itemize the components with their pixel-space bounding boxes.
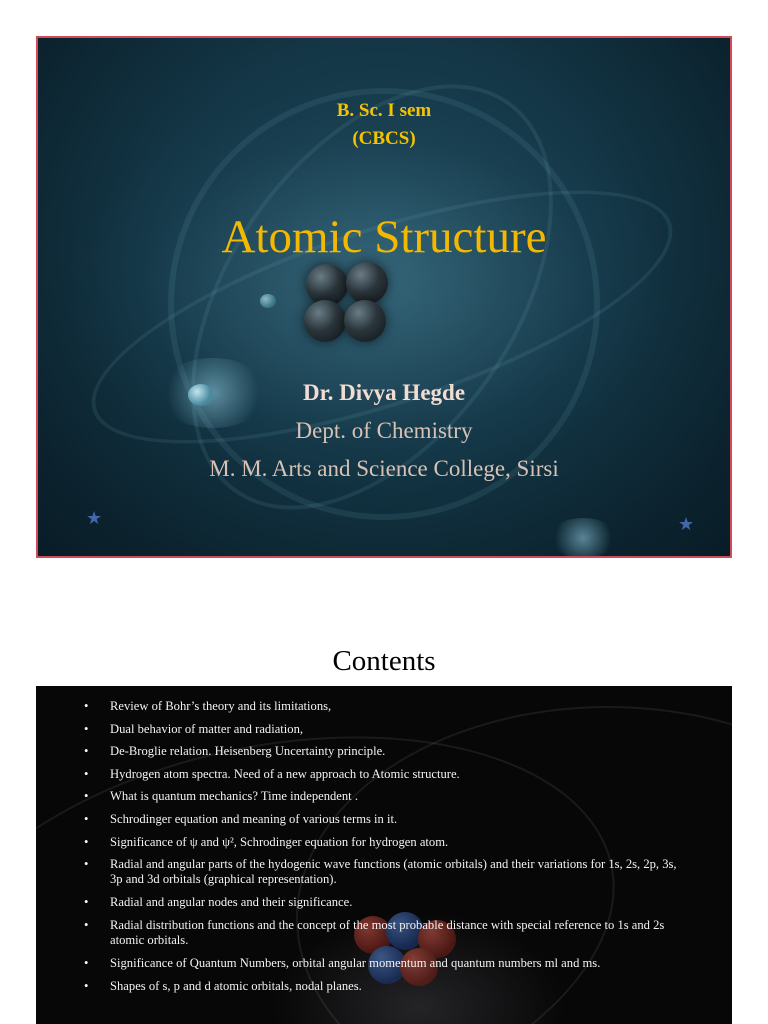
list-item: • Review of Bohr’s theory and its limitations, [76,699,692,714]
contents-heading: Contents [332,645,436,677]
electron-decoration [260,294,276,308]
list-item: • What is quantum mechanics? Time independent . [76,789,692,804]
nucleus-particle [346,262,388,304]
list-item: • Radial and angular nodes and their significance. [76,895,692,910]
college-name: M. M. Arts and Science College, Sirsi [209,456,559,481]
contents-slide [36,686,732,1024]
scheme-label: (CBCS) [352,128,416,149]
list-item: • Significance of Quantum Numbers, orbital angular momentum and quantum numbers ml and ms. [76,956,692,971]
list-item: • Dual behavior of matter and radiation, [76,722,692,737]
department-name: Dept. of Chemistry [295,418,473,443]
list-item: • Hydrogen atom spectra. Need of a new approach to Atomic structure. [76,767,692,782]
list-item: • De-Broglie relation. Heisenberg Uncertainty principle. [76,744,692,759]
electron-glow-decoration [548,518,618,558]
list-item: • Shapes of s, p and d atomic orbitals, nodal planes. [76,979,692,994]
list-item: • Schrodinger equation and meaning of various terms in it. [76,812,692,827]
nucleus-particle [304,300,346,342]
slide-title: Atomic Structure [221,211,547,263]
title-slide [36,36,732,558]
list-item: • Radial distribution functions and the concept of the most probable distance with special reference to 1s and 2s atomic orbitals. [76,918,692,948]
author-name: Dr. Divya Hegde [302,380,466,405]
list-item: • Radial and angular parts of the hydogenic wave functions (atomic orbitals) and their variations for 1s, 2s, 2p, 3s, 3p and 3d orbitals (graphical representation). [76,857,692,887]
list-item: • Significance of ψ and ψ², Schrodinger equation for hydrogen atom. [76,835,692,850]
star-icon: ★ [678,514,695,535]
star-icon: ★ [86,508,103,529]
contents-list [36,686,732,994]
nucleus-particle [344,300,386,342]
course-label: B. Sc. I sem [336,100,432,121]
